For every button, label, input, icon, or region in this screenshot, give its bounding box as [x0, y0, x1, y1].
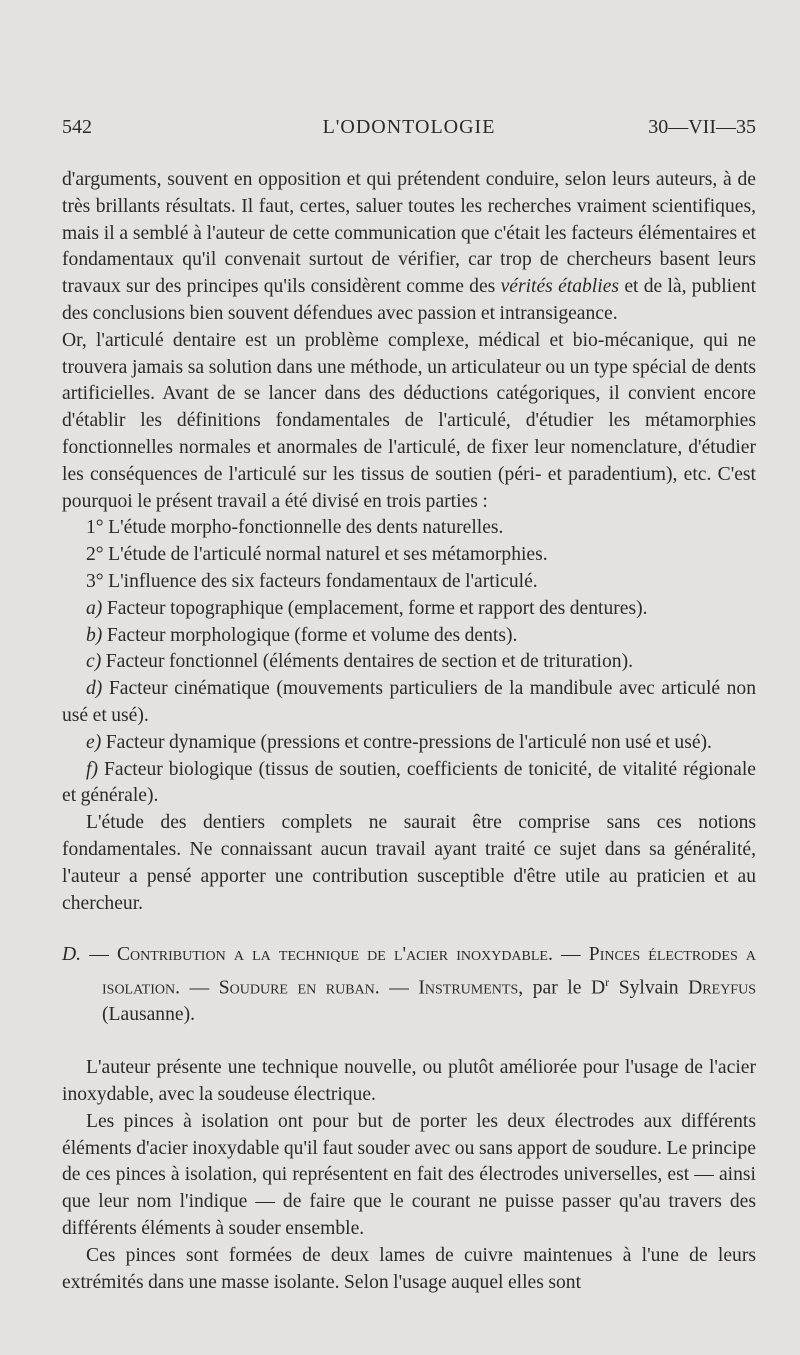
journal-title: L'ODONTOLOGIE [322, 116, 496, 138]
paragraph: L'auteur présente une technique nouvelle, ou plutôt améliorée pour l'usage de l'acier inoxydable, avec la soudeuse électrique. [62, 1057, 756, 1106]
running-header [62, 116, 756, 146]
list-item: 3° L'influence des six facteurs fondamentaux de l'articulé. [86, 570, 538, 592]
paragraph: Les pinces à isolation ont pour but de porter les deux électrodes aux différents éléments d'acier inoxydable qu'il faut souder avec ou sans apport de soudure. Le principe de ces pinces à isolation, qui représentent en fait des électrodes universelles, est — ainsi que leur nom l'indique — de faire que le courant ne puisse passer qu'au travers des différents éléments à souder ensemble. [62, 1110, 756, 1240]
list-item: d) Facteur cinématique (mouvements particuliers de la mandibule avec articulé non usé et usé). [62, 678, 757, 726]
paragraph: Ces pinces sont formées de deux lames de cuivre maintenues à l'une de leurs extrémités dans une masse isolante. Selon l'usage auquel elles sont [62, 1244, 756, 1293]
list-item: e) Facteur dynamique (pressions et contre-pressions de l'articulé non usé et usé). [86, 731, 712, 753]
section-heading: D. — Contribution a la technique de l'acier inoxydable. — Pinces électrodes a isolation. — Soudure en ruban. — Instruments, par le $D^r$ Sylvain Dreyfus (Lausanne). [62, 944, 756, 1026]
page-number: 542 [62, 116, 92, 138]
issue-date: 30—VII—35 [648, 116, 756, 138]
list-item: 1° L'étude morpho-fonctionnelle des dents naturelles. [86, 517, 504, 539]
list-item: c) Facteur fonctionnel (éléments dentaires de section et de trituration). [86, 651, 634, 673]
list-item: f) Facteur biologique (tissus de soutien, coefficients de tonicité, de vitalité régionale et générale). [62, 758, 757, 807]
page-body [62, 167, 756, 1296]
list-item: b) Facteur morphologique (forme et volume des dents). [86, 624, 518, 646]
list-item: 2° L'étude de l'articulé normal naturel et ses métamorphies. [86, 544, 548, 566]
emphasis: vérités établies [500, 276, 620, 298]
paragraph: L'étude des dentiers complets ne saurait être comprise sans ces notions fondamentales. Ne connaissant aucun travail ayant traité ce sujet dans sa généralité, l'auteur a pensé apporter une contribution susceptible d'être utile au praticien et au chercheur. [62, 812, 756, 914]
paragraph: Or, l'articulé dentaire est un problème complexe, médical et bio-mécanique, qui ne trouvera jamais sa solution dans une méthode, un articulateur ou un type spécial de dents artificielles. Avant de se lancer dans des déductions catégoriques, il convient encore d'établir les définitions fondamentales de l'articulé, d'étudier les métamorphies fonctionnelles normales et anormales de l'articulé, de fixer leur nomenclature, d'étudier les conséquences de l'articulé sur les tissus de soutien (péri- et paradentium), etc. C'est pourquoi le présent travail a été divisé en trois parties : [62, 329, 756, 512]
paragraph: d'arguments, souvent en opposition et qui prétendent conduire, selon leurs auteurs, à de très brillants résultats. Il faut, certes, saluer toutes les recherches vraiment scientifiques, mais il a semblé à l'auteur de cette communication que c'était les facteurs élémentaires et fondamentaux qu'il convenait surtout de vérifier, car trop de chercheurs basent leurs travaux sur des principes qu'ils considèrent comme des vérités établies et de là, publient des conclusions bien souvent défendues avec passion et intransigeance. [62, 169, 757, 324]
list-item: a) Facteur topographique (emplacement, forme et rapport des dentures). [86, 597, 648, 619]
